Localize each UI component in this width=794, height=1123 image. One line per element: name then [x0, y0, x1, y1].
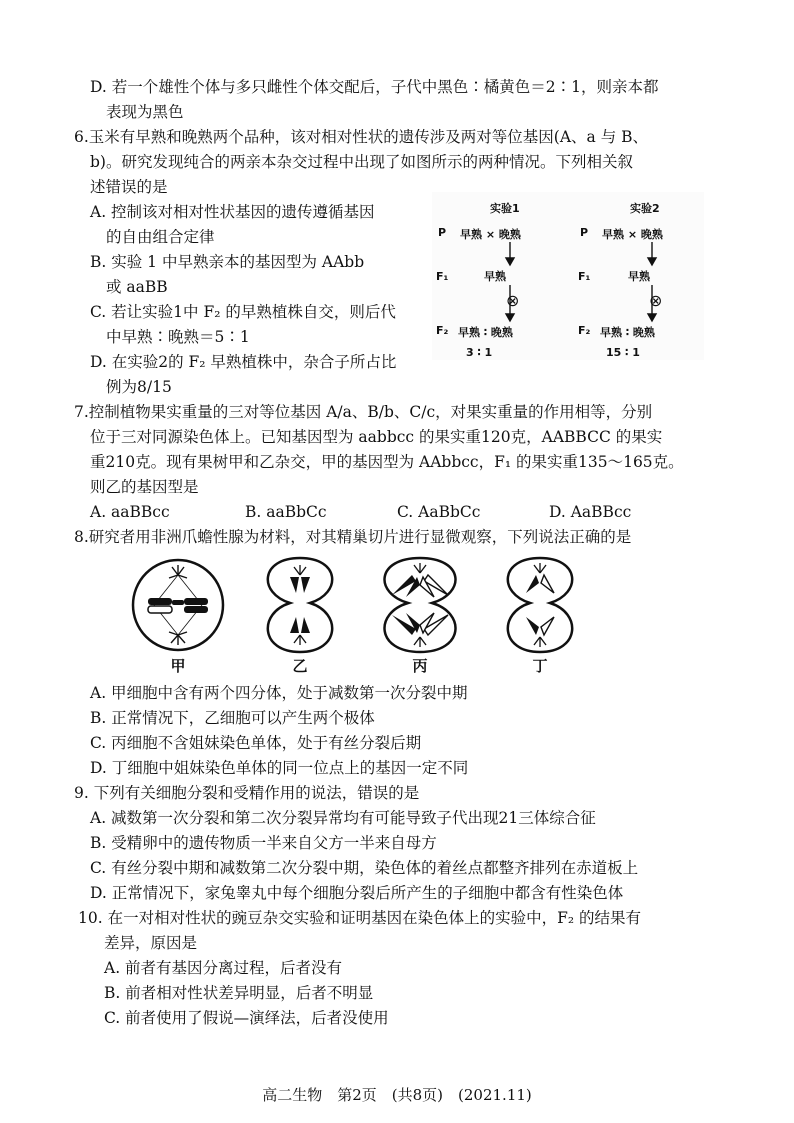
exp1-f1-value: 早熟 [484, 270, 506, 283]
exp2-p-label: P [580, 226, 589, 239]
q9-option-c: C. 有丝分裂中期和减数第二次分裂中期，染色体的着丝点都整齐排列在赤道板上 [90, 859, 639, 877]
exp2-f2-value: 早熟 ∶ 晚熟 [600, 326, 655, 339]
exp1-f2-label: F₂ [436, 324, 449, 337]
q9-option-b: B. 受精卵中的遗传物质一半来自父方一半来自母方 [90, 834, 437, 852]
exp1-title: 实验1 [490, 202, 520, 215]
q7-stem-line3: 重210克。现有果树甲和乙杂交，甲的基因型为 AAbbcc，F₁ 的果实重135～165克。 [90, 453, 684, 471]
cell-yi [268, 558, 332, 652]
q6-option-a-line2: 的自由组合定律 [106, 228, 215, 246]
q9-option-d: D. 正常情况下，家兔睾丸中每个细胞分裂后所产生的子细胞中都含有性染色体 [90, 884, 624, 902]
q6-option-b-line1: B. 实验 1 中早熟亲本的基因型为 AAbb [90, 253, 365, 271]
q6-option-b-line2: 或 aaBB [106, 278, 168, 296]
q6-option-c-line1: C. 若让实验1中 F₂ 的早熟植株自交，则后代 [90, 303, 396, 321]
exp2-f2-label: F₂ [578, 324, 591, 337]
q6-option-c-line2: 中早熟∶晚熟＝5∶1 [106, 328, 250, 346]
cell-label-bing: 丙 [412, 657, 428, 675]
exp1-p-label: P [438, 226, 447, 239]
exp1-f2-ratio: 3 ∶ 1 [466, 346, 493, 359]
q10-stem-line1: 10. 在一对相对性状的豌豆杂交实验和证明基因在染色体上的实验中，F₂ 的结果有 [78, 909, 641, 927]
q10-stem-line2: 差异，原因是 [104, 934, 198, 952]
exp1-f2-value: 早熟 ∶ 晚熟 [458, 326, 513, 339]
q7-option-a: A. aaBBcc [90, 503, 170, 521]
q7-option-b: B. aaBbCc [245, 503, 327, 521]
cross-experiment-diagram [432, 192, 704, 360]
q6-option-d-line2: 例为8/15 [106, 378, 172, 396]
exp2-f1-label: F₁ [578, 270, 591, 283]
q10-option-b: B. 前者相对性状差异明显，后者不明显 [104, 984, 374, 1002]
exp2-title: 实验2 [630, 202, 660, 215]
q7-stem-line4: 则乙的基因型是 [90, 478, 199, 496]
q7-stem-line1: 7.控制植物果实重量的三对等位基因 A/a、B/b、C/c，对果实重量的作用相等，分别 [74, 403, 653, 421]
q10-option-c: C. 前者使用了假说—演绎法，后者没使用 [104, 1009, 389, 1027]
q8-option-d: D. 丁细胞中姐妹染色单体的同一位点上的基因一定不同 [90, 759, 469, 777]
q5-option-d-line1: D. 若一个雄性个体与多只雌性个体交配后，子代中黑色∶橘黄色＝2∶1，则亲本都 [90, 78, 659, 96]
q9-option-a: A. 减数第一次分裂和第二次分裂异常均有可能导致子代出现21三体综合征 [90, 809, 596, 827]
page-footer: 高二生物 第2页 (共8页) (2021.11) [262, 1086, 532, 1104]
q6-option-d-line1: D. 在实验2的 F₂ 早熟植株中，杂合子所占比 [90, 353, 397, 371]
exp2-f2-ratio: 15 ∶ 1 [606, 346, 640, 359]
cell-label-jia: 甲 [170, 657, 186, 675]
exp2-f1-value: 早熟 [628, 270, 650, 283]
cell-division-figures [130, 555, 590, 655]
q8-option-b: B. 正常情况下，乙细胞可以产生两个极体 [90, 709, 375, 727]
q6-stem-line2: b)。研究发现纯合的两亲本杂交过程中出现了如图所示的两种情况。下列相关叙 [90, 153, 633, 171]
q10-option-a: A. 前者有基因分离过程，后者没有 [104, 959, 343, 977]
q7-option-c: C. AaBbCc [397, 503, 481, 521]
diagram-arrows [432, 192, 704, 360]
cell-label-yi: 乙 [292, 657, 308, 675]
q6-stem-line3: 述错误的是 [90, 178, 168, 196]
cell-bing [385, 558, 456, 652]
cell-label-ding: 丁 [532, 657, 548, 675]
q7-stem-line2: 位于三对同源染色体上。已知基因型为 aabbcc 的果实重120克，AABBCC 的果实 [90, 428, 663, 446]
q6-option-a-line1: A. 控制该对相对性状基因的遗传遵循基因 [90, 203, 375, 221]
exp1-f1-label: F₁ [436, 270, 449, 283]
q8-stem: 8.研究者用非洲爪蟾性腺为材料，对其精巢切片进行显微观察，下列说法正确的是 [74, 528, 632, 546]
exp2-selfing-symbol: ⊗ [649, 291, 663, 310]
q5-option-d-line2: 表现为黑色 [106, 103, 184, 121]
cell-jia [133, 560, 223, 650]
q9-stem: 9. 下列有关细胞分裂和受精作用的说法，错误的是 [74, 784, 420, 802]
q8-option-a: A. 甲细胞中含有两个四分体，处于减数第一次分裂中期 [90, 684, 468, 702]
exp1-selfing-symbol: ⊗ [506, 291, 520, 310]
q8-option-c: C. 丙细胞不含姐妹染色单体，处于有丝分裂后期 [90, 734, 422, 752]
cell-ding [508, 558, 572, 652]
exp1-p-cross: 早熟 × 晚熟 [460, 228, 521, 241]
q6-stem-line1: 6.玉米有早熟和晚熟两个品种，该对相对性状的遗传涉及两对等位基因(A、a 与 B、 [74, 128, 649, 146]
q7-option-d: D. AaBBcc [549, 503, 632, 521]
exp2-p-cross: 早熟 × 晚熟 [602, 228, 663, 241]
